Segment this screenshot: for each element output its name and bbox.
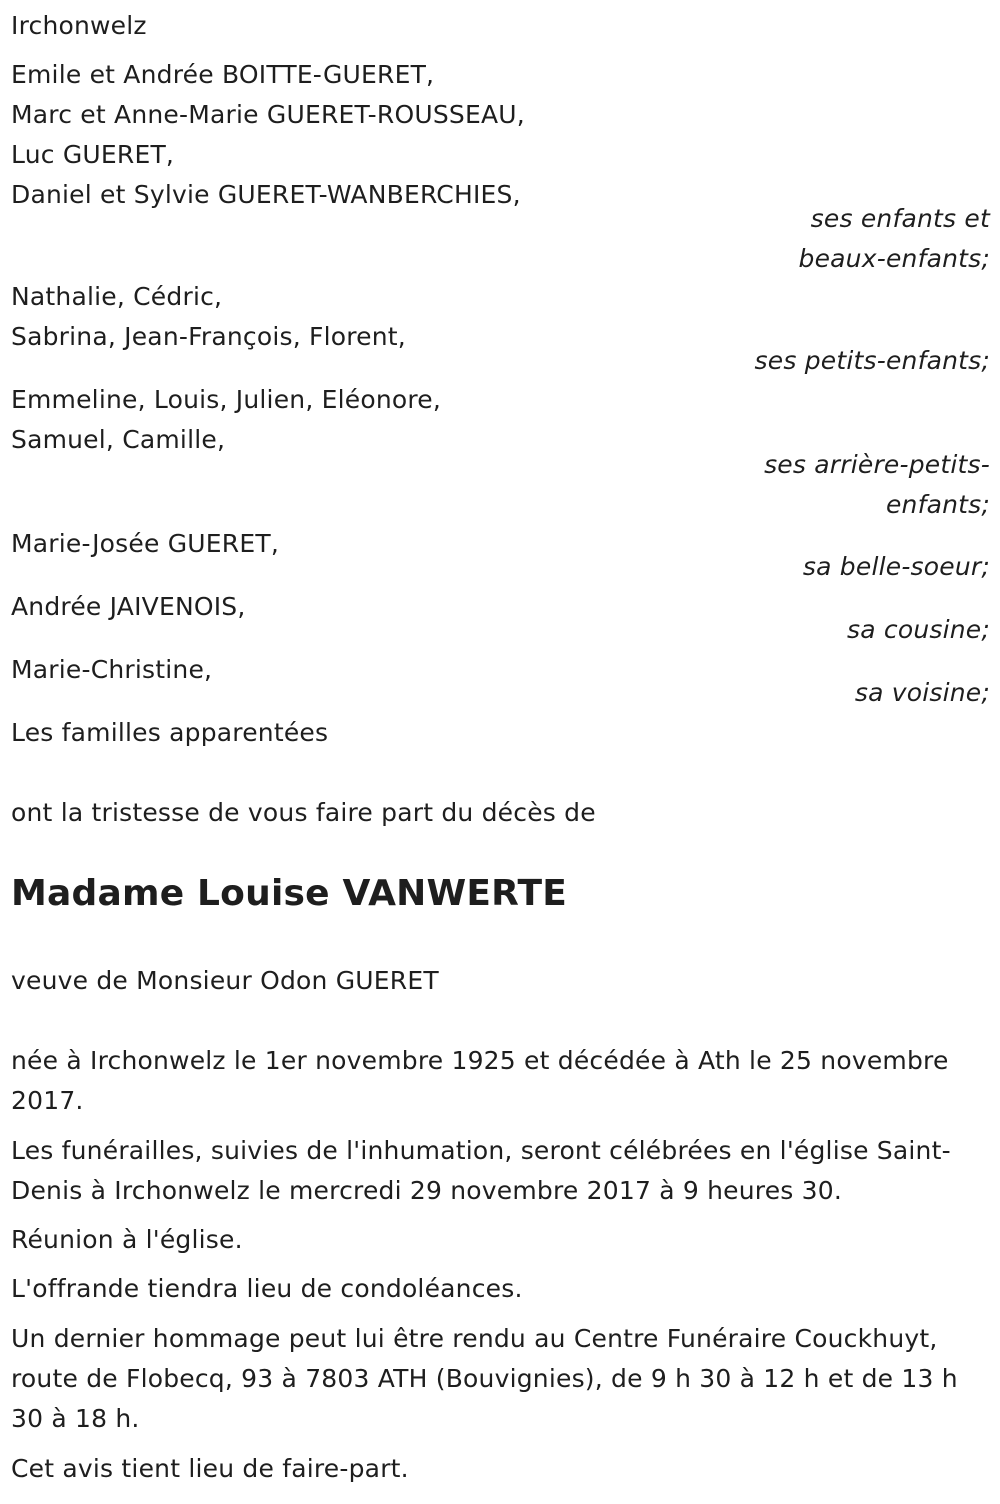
birth-death-paragraph: née à Irchonwelz le 1er novembre 1925 et décédée à Ath le 25 novembre 2017. <box>11 1046 949 1115</box>
offering-paragraph: L'offrande tiendra lieu de condoléances. <box>11 1274 523 1303</box>
announcement-text: ont la tristesse de vous faire part du décès de <box>11 798 596 827</box>
meeting-paragraph: Réunion à l'église. <box>11 1225 243 1254</box>
family-line: Sabrina, Jean-François, Florent, <box>11 322 406 351</box>
relation-line: enfants; <box>885 490 990 519</box>
neighbour-relation: sa voisine; <box>854 678 990 707</box>
family-line: Samuel, Camille, <box>11 425 226 454</box>
deceased-name: Madame Louise VANWERTE <box>11 873 568 914</box>
sister-in-law-name: Marie-Josée GUERET, <box>11 529 279 558</box>
family-line: Marc et Anne-Marie GUERET-ROUSSEAU, <box>11 100 525 129</box>
family-line: Emmeline, Louis, Julien, Eléonore, <box>11 385 442 414</box>
relation-line: ses arrière-petits- <box>764 450 990 479</box>
family-line: Emile et Andrée BOITTE-GUERET, <box>11 60 435 89</box>
tribute-paragraph: Un dernier hommage peut lui être rendu au Centre Funéraire Couckhuyt, route de Flobecq, 93 à 7803 ATH (Bouvignies), de 9 h 30 à 12 h et de 13 h 30 à 18 h. <box>11 1324 958 1433</box>
relation-line: ses petits-enfants; <box>754 346 990 375</box>
children-names <box>11 55 990 215</box>
grandchildren-relation <box>755 341 990 381</box>
funeral-paragraph: Les funérailles, suivies de l'inhumation, seront célébrées en l'église Saint-Denis à Irchonwelz le mercredi 29 novembre 2017 à 9 heures 30. <box>11 1136 951 1205</box>
relation-line: ses enfants et <box>810 204 990 233</box>
family-line: Nathalie, Cédric, <box>11 282 223 311</box>
family-line: Daniel et Sylvie GUERET-WANBERCHIES, <box>11 180 521 209</box>
sister-in-law-relation: sa belle-soeur; <box>802 552 990 581</box>
relation-line: beaux-enfants; <box>798 244 990 273</box>
great-grandchildren-relation <box>764 445 990 525</box>
cousin-name: Andrée JAIVENOIS, <box>11 592 246 621</box>
notice-paragraph: Cet avis tient lieu de faire-part. <box>11 1454 409 1483</box>
town-name: Irchonwelz <box>11 11 147 40</box>
cousin-relation: sa cousine; <box>847 615 990 644</box>
neighbour-name: Marie-Christine, <box>11 655 213 684</box>
children-relation <box>799 199 990 279</box>
widow-of: veuve de Monsieur Odon GUERET <box>11 966 439 995</box>
family-line: Luc GUERET, <box>11 140 175 169</box>
related-families: Les familles apparentées <box>11 718 329 747</box>
